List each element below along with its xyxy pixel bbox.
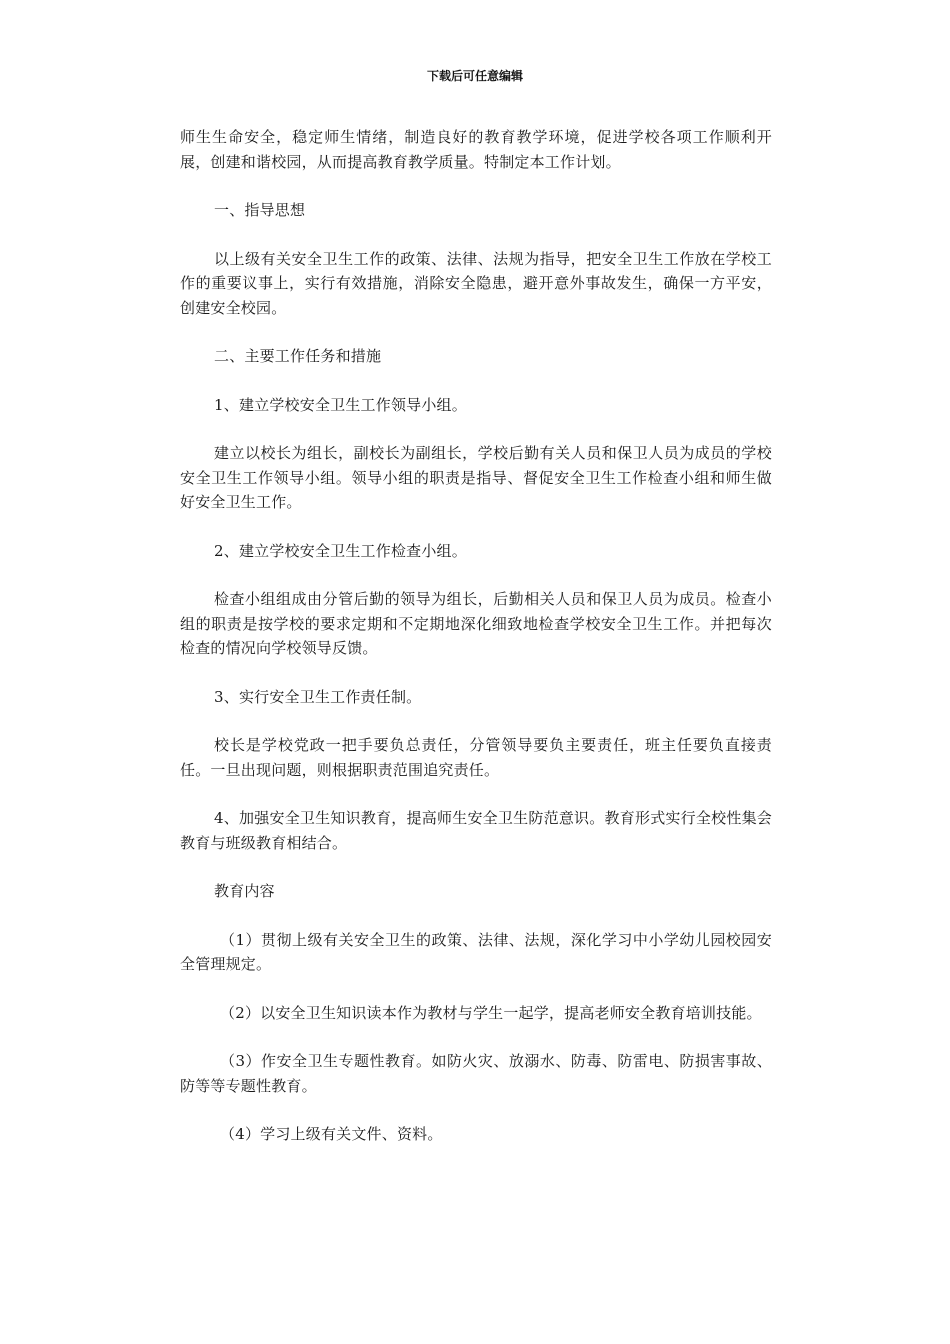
item-heading-inspection-group: 2、建立学校安全卫生工作检查小组。 (214, 541, 467, 560)
subheading-education-content: 教育内容 (214, 882, 275, 900)
paragraph-knowledge-education: 4、加强安全卫生知识教育，提高师生安全卫生防范意识。教育形式实行全校性集会教育与班级教育相结合。 (180, 809, 772, 852)
paragraph-guiding-ideology: 以上级有关安全卫生工作的政策、法律、法规为指导，把安全卫生工作放在学校工作的重要议事上，实行有效措施，消除安全隐患，避开意外事故发生，确保一方平安，创建安全校园。 (180, 249, 772, 317)
section-heading-guiding-ideology: 一、指导思想 (214, 201, 306, 219)
paragraph-intro: 师生生命安全，稳定师生情绪，制造良好的教育教学环境，促进学校各项工作顺利开展，创建和谐校园，从而提高教育教学质量。特制定本工作计划。 (180, 128, 772, 171)
list-item-education-2: （2）以安全卫生知识读本作为教材与学生一起学，提高老师安全教育培训技能。 (220, 1003, 762, 1022)
list-item-education-4: （4）学习上级有关文件、资料。 (220, 1125, 443, 1143)
paragraph-leadership-group: 建立以校长为组长，副校长为副组长，学校后勤有关人员和保卫人员为成员的学校安全卫生工作领导小组。领导小组的职责是指导、督促安全卫生工作检查小组和师生做好安全卫生工作。 (180, 444, 772, 511)
document-body (180, 125, 772, 1171)
section-heading-main-tasks: 二、主要工作任务和措施 (214, 347, 382, 365)
list-item-education-1: （1）贯彻上级有关安全卫生的政策、法律、法规，深化学习中小学幼儿园校园安全管理规定。 (180, 930, 772, 973)
page-header: 下载后可任意编辑 (426, 69, 523, 83)
item-heading-leadership-group: 1、建立学校安全卫生工作领导小组。 (214, 395, 467, 414)
list-item-education-3: （3）作安全卫生专题性教育。如防火灾、放溺水、防毒、防雷电、防损害事故、防等等专题性教育。 (180, 1052, 772, 1095)
paragraph-responsibility-system: 校长是学校党政一把手要负总责任，分管领导要负主要责任，班主任要负直接责任。一旦出现问题，则根据职责范围追究责任。 (180, 736, 772, 779)
paragraph-inspection-group: 检查小组组成由分管后勤的领导为组长，后勤相关人员和保卫人员为成员。检查小组的职责是按学校的要求定期和不定期地深化细致地检查学校安全卫生工作。并把每次检查的情况向学校领导反馈。 (180, 590, 772, 657)
item-heading-responsibility-system: 3、实行安全卫生工作责任制。 (214, 687, 422, 706)
